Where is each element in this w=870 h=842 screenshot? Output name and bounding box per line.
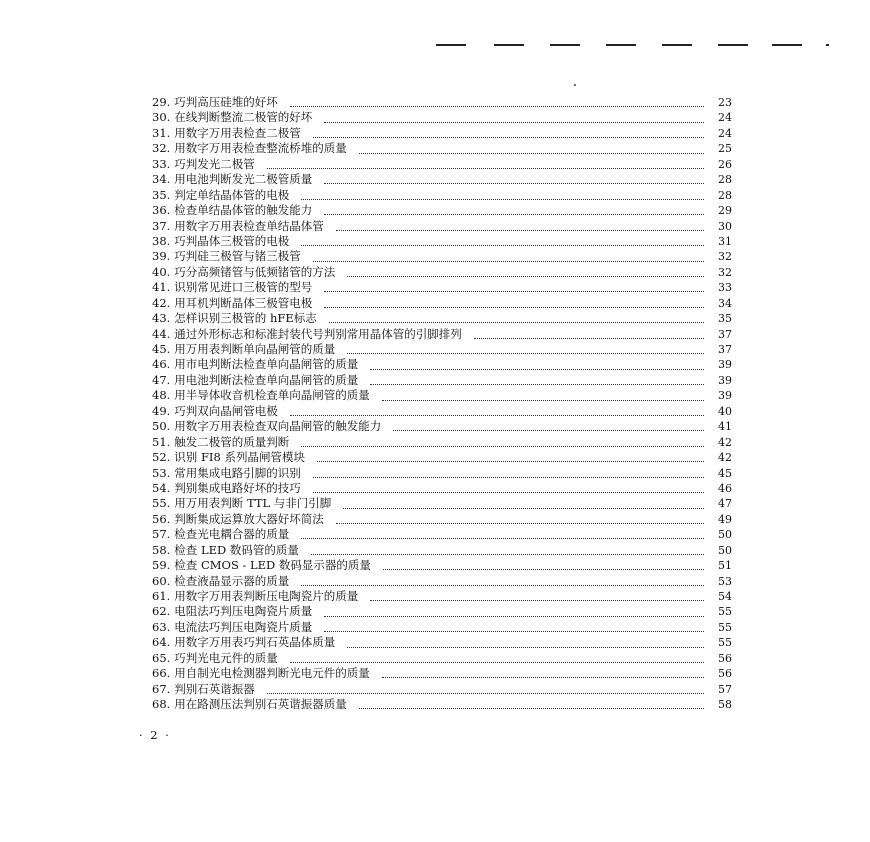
toc-entry-number: 44. [152,326,171,341]
toc-entry [152,527,732,542]
toc-entry-number: 51. [152,434,171,449]
toc-entry-page: 29 [718,204,732,218]
toc-entry-page: 24 [718,111,732,125]
toc-entry [152,95,732,110]
toc-entry-number: 34. [152,172,171,187]
toc-leader-dots [370,376,704,385]
toc-entry-page: 26 [718,157,732,171]
toc-entry-page: 23 [718,96,732,109]
toc-entry-title: 用在路测压法判别石英谐振器质量 [174,697,347,712]
header-rule-decoration [436,44,836,50]
toc-entry-title: 用电池判断发光二极管质量 [174,172,313,187]
toc-leader-dots [336,515,704,524]
toc-leader-dots [336,222,704,231]
toc-entry-number: 48. [152,388,171,403]
toc-entry-page: 47 [718,497,732,511]
toc-entry-page: 33 [718,281,732,295]
toc-entry-title: 巧判高压硅堆的好坏 [174,95,278,109]
toc-entry-page: 39 [718,373,732,387]
toc-entry-page: 55 [718,605,732,619]
toc-entry-title: 用万用表判断 TTL 与非门引脚 [174,496,332,511]
toc-leader-dots [324,283,704,292]
toc-entry [152,388,732,403]
toc-entry-page: 57 [718,682,732,696]
toc-entry [152,496,732,511]
toc-entry-number: 38. [152,233,171,248]
toc-entry-title: 识别常见进口三极管的型号 [174,280,313,295]
toc-entry-page: 46 [718,481,732,495]
toc-leader-dots [324,623,704,632]
toc-entry-title: 用万用表判断单向晶闸管的质量 [174,342,336,356]
toc-entry [152,172,732,187]
toc-entry-title: 通过外形标志和标准封装代号判别常用晶体管的引脚排列 [174,326,462,341]
toc-entry [152,466,732,481]
toc-leader-dots [313,253,704,262]
toc-leader-dots [313,469,704,478]
toc-entry-page: 39 [718,358,732,372]
toc-entry-title: 电流法巧判压电陶瓷片质量 [174,619,313,634]
toc-entry [152,157,732,172]
toc-entry-number: 31. [152,125,171,140]
toc-entry-number: 56. [152,511,171,526]
toc-leader-dots [324,175,704,184]
toc-entry-title: 检查 LED 数码管的质量 [174,542,299,557]
toc-leader-dots [347,268,704,277]
toc-entry-number: 62. [152,604,171,619]
toc-entry-page: 37 [718,343,732,356]
toc-leader-dots [383,561,704,570]
toc-entry-title: 触发二极管的质量判断 [174,434,290,449]
toc-leader-dots [370,592,704,601]
toc-entry-page: 35 [718,312,732,326]
page-number-footer: · 2 · [139,728,171,742]
toc-entry-page: 37 [718,327,732,341]
toc-entry-page: 40 [718,404,732,418]
toc-entry-title: 电阻法巧判压电陶瓷片质量 [174,604,313,619]
toc-leader-dots [324,114,704,123]
toc-entry-page: 55 [718,636,732,650]
toc-entry [152,141,732,156]
toc-leader-dots [301,438,704,447]
toc-entry-number: 36. [152,203,171,218]
toc-entry-number: 63. [152,619,171,634]
toc-entry-title: 用耳机判断晶体三极管电极 [174,295,313,310]
toc-entry [152,203,732,218]
toc-entry-page: 39 [718,389,732,403]
toc-entry-number: 35. [152,187,171,202]
toc-leader-dots [324,608,704,617]
toc-entry [152,651,732,666]
toc-entry [152,512,732,527]
toc-leader-dots [301,191,704,200]
toc-entry [152,450,732,465]
toc-entry-number: 32. [152,141,171,156]
toc-entry-number: 57. [152,527,171,542]
toc-entry-page: 34 [718,296,732,310]
toc-entry-number: 45. [152,342,171,356]
toc-entry-number: 46. [152,357,171,372]
toc-entry-number: 53. [152,465,171,480]
toc-entry [152,373,732,388]
toc-entry-number: 67. [152,681,171,696]
toc-entry-number: 33. [152,156,171,171]
toc-leader-dots [329,314,704,323]
toc-entry-title: 用半导体收音机检查单向晶闸管的质量 [174,388,370,403]
toc-entry-number: 37. [152,218,171,233]
toc-entry-title: 识别 FI8 系列晶闸管模块 [174,450,305,465]
toc-entry-title: 判别石英谐振器 [174,681,255,696]
toc-entry-number: 55. [152,496,171,511]
toc-entry [152,666,732,681]
toc-leader-dots [382,669,704,678]
toc-entry [152,419,732,434]
toc-leader-dots [317,453,704,462]
toc-leader-dots [301,237,704,246]
toc-entry [152,342,732,357]
toc-entry [152,188,732,203]
toc-entry [152,296,732,311]
toc-leader-dots [382,392,704,401]
toc-entry-title: 用数字万用表检查二极管 [174,125,301,140]
toc-entry-number: 50. [152,419,171,434]
toc-entry [152,435,732,450]
toc-entry-title: 巧判硅三极管与锗三极管 [174,249,301,264]
toc-entry-number: 65. [152,650,171,665]
toc-entry-number: 54. [152,480,171,495]
toc-entry-page: 51 [718,559,732,573]
toc-entry-page: 58 [718,698,732,712]
toc-entry [152,234,732,249]
toc-entry-title: 巧判光电元件的质量 [174,650,278,665]
toc-entry-title: 用数字万用表检查双向晶闸管的触发能力 [174,419,382,434]
toc-entry-title: 用市电判断法检查单向晶闸管的质量 [174,357,359,372]
toc-entry-title: 常用集成电路引脚的识别 [174,465,301,480]
toc-entry-page: 56 [718,651,732,665]
toc-leader-dots [359,700,704,709]
toc-entry-page: 50 [718,543,732,557]
toc-entry-page: 50 [718,528,732,542]
toc-entry-number: 29. [152,95,171,109]
toc-entry [152,357,732,372]
toc-entry-title: 怎样识别三极管的 hFE标志 [174,311,317,326]
toc-entry-number: 61. [152,589,171,603]
toc-entry [152,682,732,697]
toc-entry-title: 检查单结晶体管的触发能力 [174,203,313,218]
toc-entry-number: 40. [152,264,171,279]
toc-leader-dots [313,484,704,493]
toc-entry-page: 49 [718,512,732,526]
toc-entry-page: 55 [718,620,732,634]
toc-entry [152,249,732,264]
toc-entry-title: 检查光电耦合器的质量 [174,527,290,542]
toc-leader-dots [290,98,704,107]
toc-entry-title: 判断集成运算放大器好坏简法 [174,511,324,526]
toc-entry-page: 53 [718,574,732,588]
toc-entry-number: 52. [152,450,171,465]
toc-entry-page: 24 [718,126,732,140]
toc-entry-title: 巧判双向晶闸管电极 [174,403,278,418]
toc-entry-number: 41. [152,280,171,295]
table-of-contents [152,95,732,713]
toc-entry [152,404,732,419]
toc-leader-dots [359,145,704,154]
toc-leader-dots [290,407,704,416]
toc-leader-dots [347,345,704,354]
toc-entry-page: 32 [718,265,732,279]
toc-leader-dots [370,361,704,370]
toc-entry [152,311,732,326]
toc-entry-title: 检查 CMOS - LED 数码显示器的质量 [174,558,371,573]
toc-entry-title: 在线判断整流二极管的好坏 [174,110,313,125]
toc-entry-number: 66. [152,666,171,681]
toc-leader-dots [324,299,704,308]
toc-entry-page: 42 [718,435,732,449]
toc-leader-dots [324,206,704,215]
toc-entry-title: 巧判晶体三极管的电极 [174,233,290,248]
toc-entry-page: 28 [718,188,732,202]
toc-entry-title: 用数字万用表检查单结晶体管 [174,218,324,233]
toc-leader-dots [313,129,704,138]
toc-entry [152,574,732,589]
toc-entry-number: 42. [152,295,171,310]
toc-entry [152,558,732,573]
toc-entry-title: 巧判发光二极管 [174,156,255,171]
toc-entry-page: 30 [718,219,732,233]
toc-entry-number: 64. [152,635,171,650]
toc-entry-title: 判别集成电路好坏的技巧 [174,480,301,495]
toc-leader-dots [343,500,704,509]
scan-speck [574,84,576,86]
toc-entry-number: 68. [152,697,171,712]
toc-entry [152,635,732,650]
toc-entry-page: 41 [718,420,732,434]
toc-entry [152,126,732,141]
toc-entry-page: 31 [718,234,732,248]
toc-entry-title: 用电池判断法检查单向晶闸管的质量 [174,372,359,387]
toc-entry [152,327,732,342]
toc-leader-dots [267,160,704,169]
toc-entry-title: 用数字万用表巧判石英晶体质量 [174,635,336,650]
toc-entry-number: 59. [152,558,171,573]
toc-entry-page: 28 [718,173,732,187]
toc-entry [152,110,732,125]
toc-entry-title: 检查液晶显示器的质量 [174,573,290,588]
toc-entry [152,265,732,280]
toc-leader-dots [301,530,704,539]
toc-entry-title: 用自制光电检测器判断光电元件的质量 [174,666,370,681]
toc-entry [152,543,732,558]
toc-entry [152,280,732,295]
toc-leader-dots [347,639,704,648]
toc-entry-page: 25 [718,142,732,156]
toc-entry [152,604,732,619]
toc-leader-dots [311,546,704,555]
toc-entry [152,589,732,604]
toc-leader-dots [290,654,704,663]
toc-entry-title: 用数字万用表判断压电陶瓷片的质量 [174,589,359,603]
toc-entry [152,620,732,635]
toc-entry [152,697,732,712]
toc-entry-number: 43. [152,311,171,326]
toc-entry-page: 42 [718,451,732,465]
toc-entry [152,481,732,496]
toc-leader-dots [393,422,704,431]
toc-entry-title: 巧分高频锗管与低频锗管的方法 [174,264,336,279]
toc-entry-page: 54 [718,590,732,603]
toc-entry-page: 32 [718,250,732,264]
toc-entry-number: 39. [152,249,171,264]
toc-entry-number: 58. [152,542,171,557]
toc-entry-number: 49. [152,403,171,418]
toc-entry [152,219,732,234]
toc-leader-dots [474,330,704,339]
toc-entry-page: 45 [718,466,732,480]
toc-entry-number: 60. [152,573,171,588]
toc-entry-number: 30. [152,110,171,125]
toc-entry-number: 47. [152,372,171,387]
toc-leader-dots [301,577,704,586]
toc-entry-title: 判定单结晶体管的电极 [174,187,290,202]
toc-entry-title: 用数字万用表检查整流桥堆的质量 [174,141,347,156]
toc-entry-page: 56 [718,667,732,681]
toc-leader-dots [267,685,704,694]
